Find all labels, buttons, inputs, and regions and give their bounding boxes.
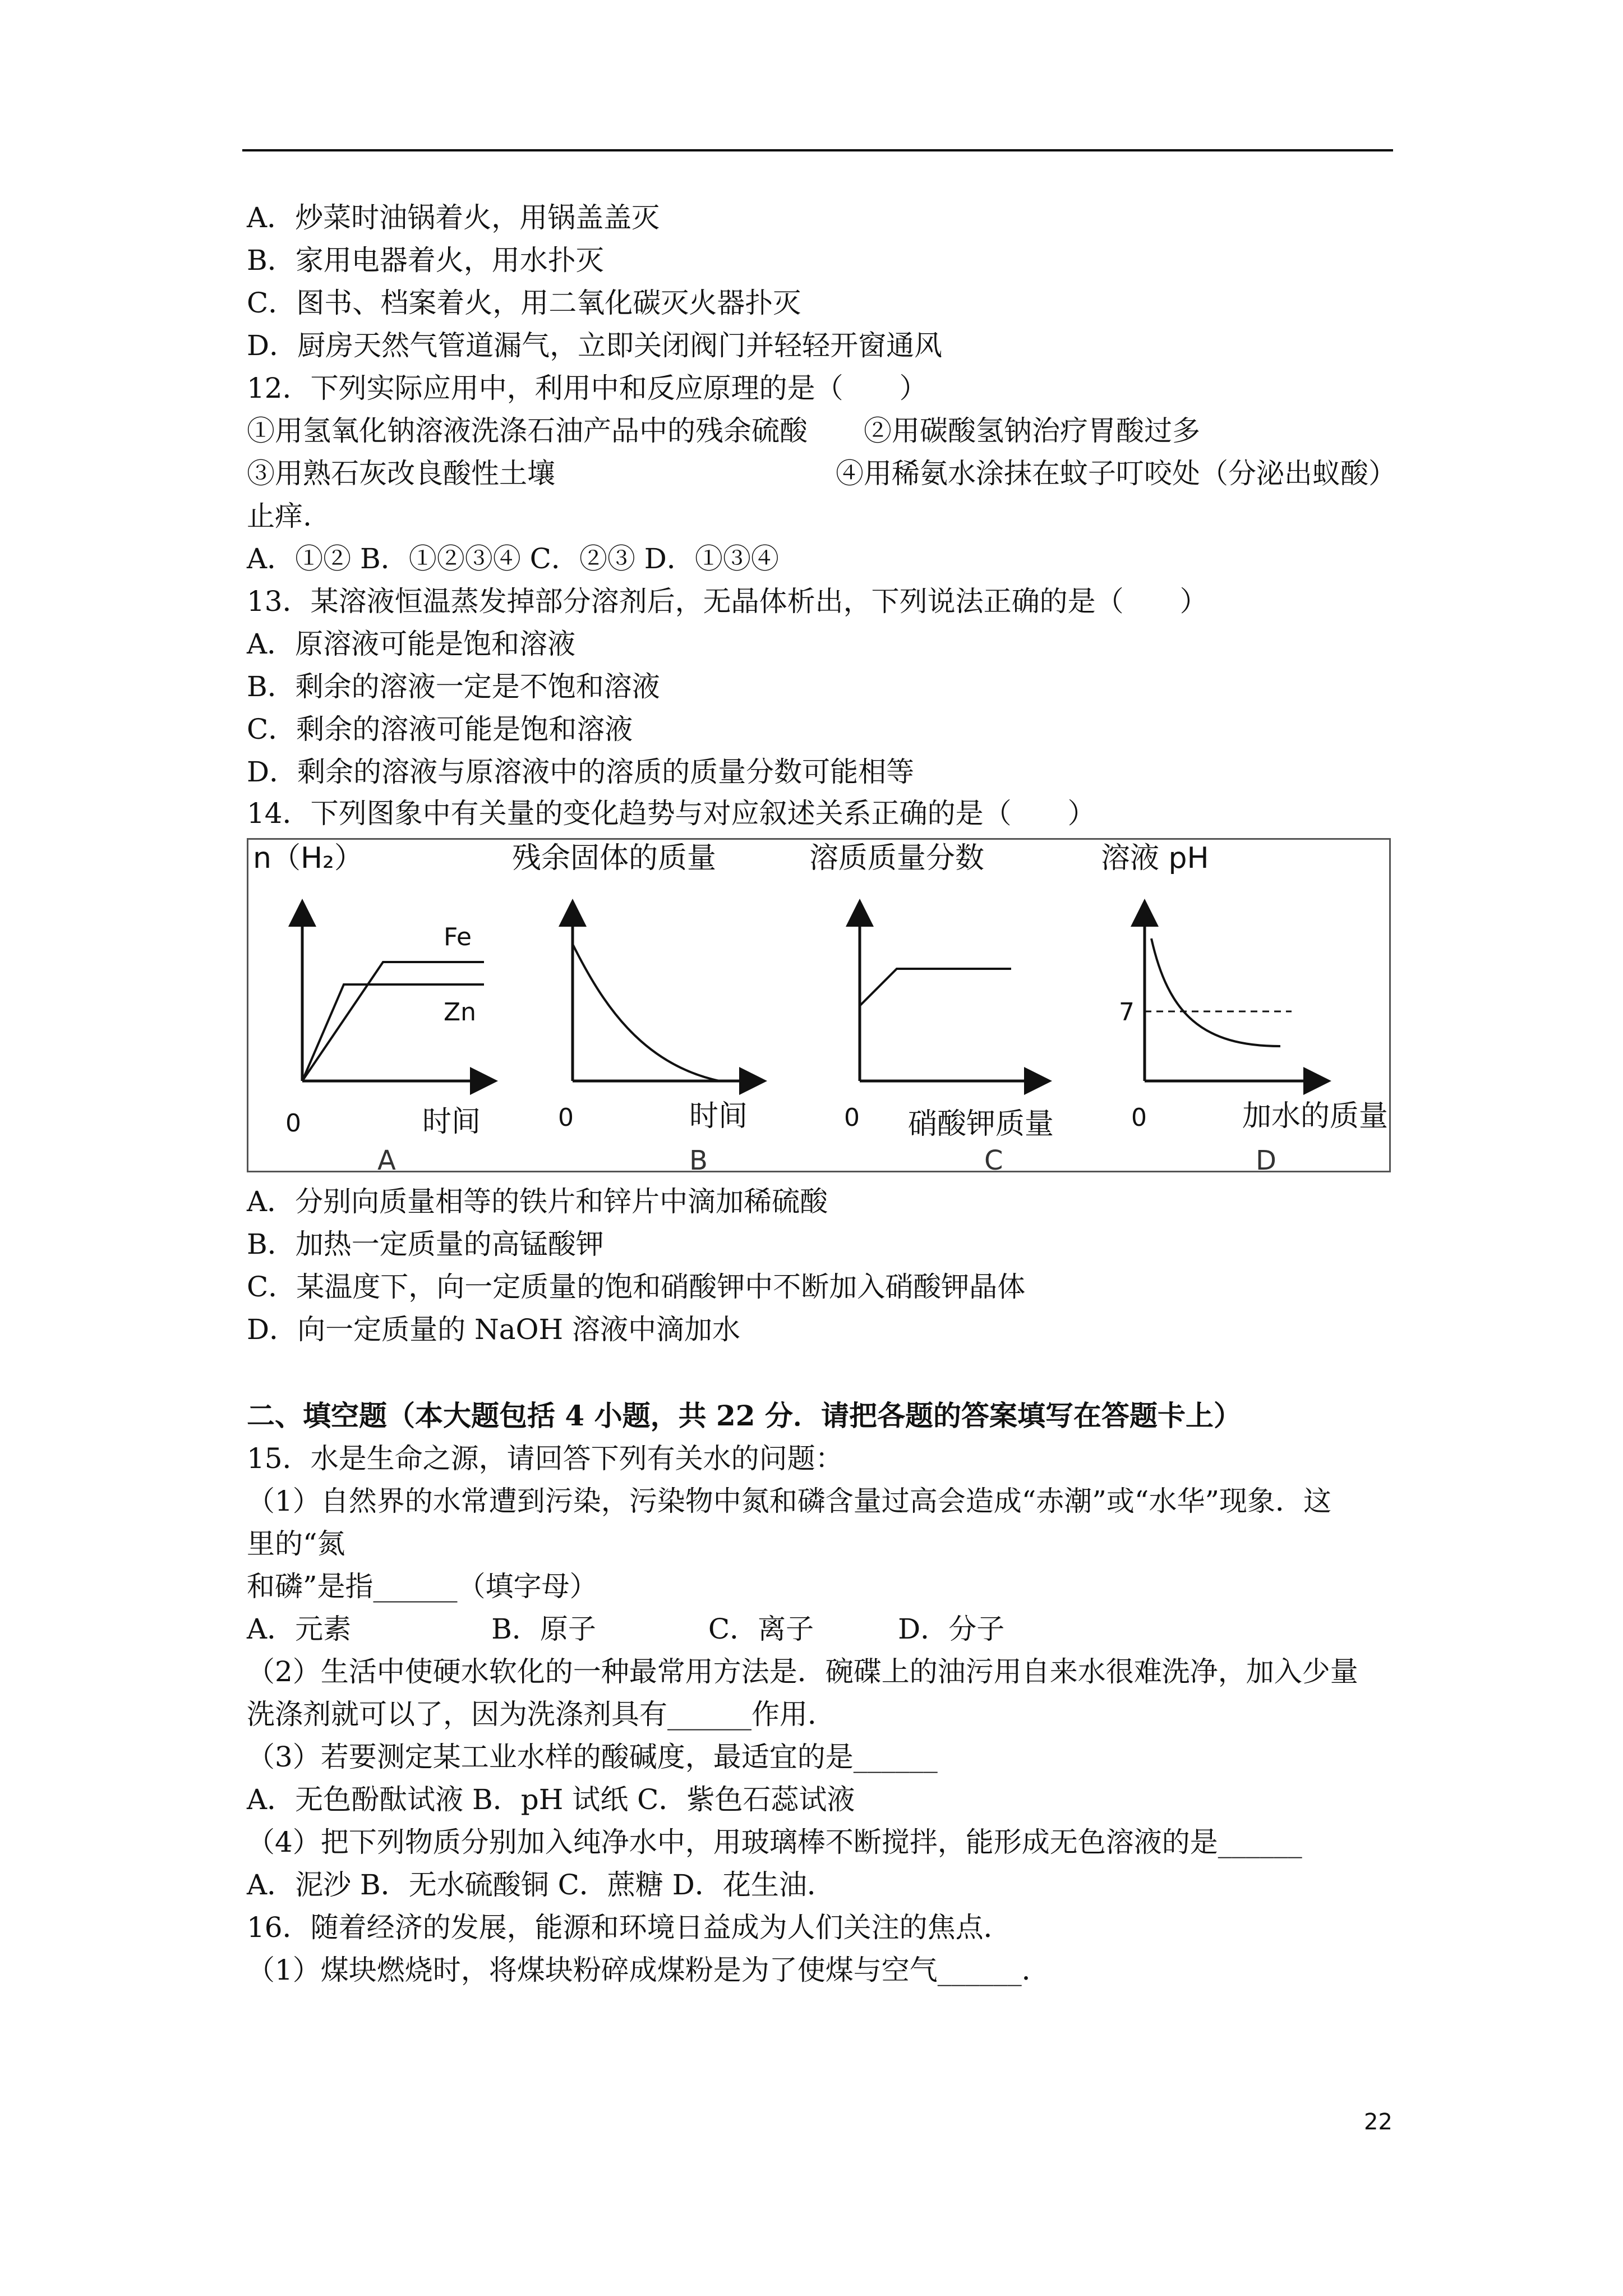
q11-option-d: D．厨房天然气管道漏气，立即关闭阀门并轻轻开窗通风: [247, 329, 943, 362]
q14-option-a: A．分别向质量相等的铁片和锌片中滴加稀硫酸: [247, 1185, 828, 1218]
graph-c-ylabel: 溶质质量分数: [809, 841, 985, 875]
graph-d-origin: 0: [1131, 1103, 1147, 1132]
q14-option-d: D．向一定质量的 NaOH 溶液中滴加水: [247, 1313, 741, 1346]
q11-option-a: A．炒菜时油锅着火，用锅盖盖灭: [247, 201, 660, 234]
graph-c-xlabel: 硝酸钾质量: [908, 1107, 1054, 1141]
q14-option-c: C．某温度下，向一定质量的饱和硝酸钾中不断加入硝酸钾晶体: [247, 1271, 1026, 1303]
q12-stem: 12．下列实际应用中，利用中和反应原理的是（ ）: [247, 372, 928, 404]
graph-a-ylabel: n（H₂）: [253, 841, 363, 875]
graph-c-caption: C: [984, 1145, 1003, 1174]
q13-option-a: A．原溶液可能是饱和溶液: [247, 628, 576, 660]
q15-part2-cont: 洗涤剂就可以了，因为洗涤剂具有______作用．: [247, 1698, 836, 1731]
graph-a: [253, 841, 484, 1174]
q13-option-c: C．剩余的溶液可能是饱和溶液: [247, 713, 633, 746]
graph-d-ylabel: 溶液 pH: [1101, 841, 1209, 875]
graph-a-zn-label: Zn: [444, 998, 477, 1027]
page-number: 22: [1364, 2109, 1393, 2135]
q15-part1-blank: 和磷”是指______（填字母）: [247, 1570, 598, 1603]
graph-d-curve: [1151, 938, 1280, 1046]
q11-option-c: C．图书、档案着火，用二氧化碳灭火器扑灭: [247, 287, 801, 319]
graph-a-xlabel: 时间: [422, 1105, 481, 1139]
q14-stem: 14．下列图象中有关量的变化趋势与对应叙述关系正确的是（ ）: [247, 797, 1096, 830]
graph-b-curve: [573, 944, 720, 1081]
graph-b-xlabel: 时间: [689, 1099, 748, 1133]
graph-c-line: [860, 969, 1011, 1006]
q15-part1-options: A．元素 B．原子 C．离子 D．分子: [247, 1613, 1005, 1645]
graph-a-caption: A: [377, 1145, 396, 1174]
graph-d-caption: D: [1256, 1145, 1276, 1174]
graph-d-xlabel: 加水的质量: [1242, 1099, 1389, 1133]
q14-figure: [247, 838, 1391, 1172]
q15-part4: （4）把下列物质分别加入纯净水中，用玻璃棒不断搅拌，能形成无色溶液的是______: [247, 1826, 1302, 1858]
q15-part3-options: A．无色酚酞试液 B．pH 试纸 C．紫色石蕊试液: [247, 1783, 855, 1816]
graph-a-fe-label: Fe: [444, 923, 472, 951]
q15-part1: （1）自然界的水常遭到污染，污染物中氮和磷含量过高会造成“赤潮”或“水华”现象．这: [247, 1485, 1332, 1517]
q16-part1: （1）煤块燃烧时，将煤块粉碎成煤粉是为了使煤与空气______．: [247, 1954, 1050, 1986]
q14-graphs: [248, 840, 1393, 1174]
graph-d: [1101, 841, 1388, 1174]
q14-option-b: B．加热一定质量的高锰酸钾: [247, 1228, 604, 1260]
graph-d-ref-label: 7: [1119, 998, 1135, 1027]
q15-part3: （3）若要测定某工业水样的酸碱度，最适宜的是______: [247, 1741, 938, 1773]
q15-part2: （2）生活中使硬水软化的一种最常用方法是．碗碟上的油污用自来水很难洗净，加入少量: [247, 1655, 1358, 1688]
graph-b: [512, 841, 753, 1174]
q12-item-3-4: ③用熟石灰改良酸性土壤 ④用稀氨水涂抹在蚊子叮咬处（分泌出蚁酸）: [247, 457, 1396, 490]
q13-option-d: D．剩余的溶液与原溶液中的溶质的质量分数可能相等: [247, 756, 915, 788]
graph-b-ylabel: 残余固体的质量: [512, 841, 717, 875]
q13-stem: 13．某溶液恒温蒸发掉部分溶剂后，无晶体析出，下列说法正确的是（ ）: [247, 585, 1208, 618]
q15-part1-cont: 里的“氮: [247, 1527, 345, 1560]
graph-a-origin: 0: [285, 1109, 301, 1138]
q12-item-1-2: ①用氢氧化钠溶液洗涤石油产品中的残余硫酸 ②用碳酸氢钠治疗胃酸过多: [247, 415, 1200, 447]
q12-options: A．①② B．①②③④ C．②③ D．①③④: [247, 542, 779, 575]
q15-part4-options: A．泥沙 B．无水硫酸铜 C．蔗糖 D．花生油．: [247, 1869, 835, 1901]
graph-c-origin: 0: [844, 1103, 860, 1132]
graph-c: [809, 841, 1054, 1174]
q11-option-b: B．家用电器着火，用水扑灭: [247, 244, 604, 277]
q16-stem: 16．随着经济的发展，能源和环境日益成为人们关注的焦点．: [247, 1911, 1012, 1944]
q12-item-4-cont: 止痒.: [247, 500, 312, 532]
section-heading: 二、填空题（本大题包括 4 小题，共 22 分．请把各题的答案填写在答题卡上）: [247, 1399, 1242, 1432]
q13-option-b: B．剩余的溶液一定是不饱和溶液: [247, 670, 660, 703]
header-rule: [242, 149, 1393, 151]
graph-b-origin: 0: [558, 1103, 574, 1132]
graph-b-caption: B: [689, 1145, 708, 1174]
q15-stem: 15．水是生命之源，请回答下列有关水的问题：: [247, 1442, 843, 1475]
